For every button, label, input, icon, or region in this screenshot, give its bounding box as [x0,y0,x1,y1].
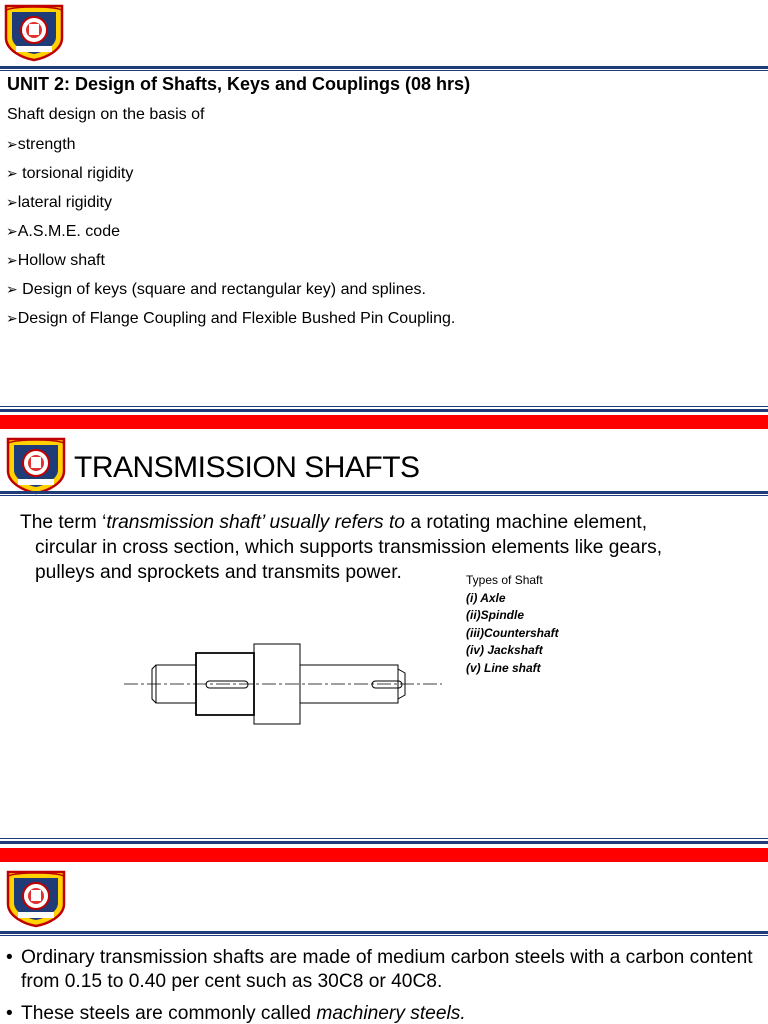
slide-title: TRANSMISSION SHAFTS [74,451,420,484]
arrow-bullet-icon: ➢ [6,282,18,298]
top-divider [0,841,768,844]
list-item: • Ordinary transmission shafts are made of medium carbon steels with a carbon content from 0.15 to 0.40 per cent such as 30C8 or 40C8. [6,947,753,992]
slide-unit-overview [0,0,768,402]
shaft-types-list [466,572,559,677]
list-item: (v) Line shaft [466,660,541,675]
intro-text: Shaft design on the basis of [7,106,205,123]
arrow-bullet-icon: ➢ [6,137,18,153]
title-divider [0,931,768,934]
list-item: (iv) Jackshaft [466,643,543,657]
arrow-bullet-icon: ➢ [6,253,18,269]
shaft-drawing [120,636,450,732]
college-emblem-icon [2,2,66,62]
header-divider-thin [0,70,768,71]
list-item: ➢A.S.M.E. code [6,223,120,240]
list-item: • These steels are commonly called machinery steels. [6,1003,466,1024]
topic-list [6,135,455,338]
list-item: ➢ Design of keys (square and rectangular key) and splines. [6,281,426,298]
material-notes-list [6,946,761,1024]
red-band [0,848,768,862]
arrow-bullet-icon: ➢ [6,195,18,211]
list-item: ➢Design of Flange Coupling and Flexible Bushed Pin Coupling. [6,310,456,327]
slide-shaft-materials [0,836,768,1024]
top-divider-thin [0,406,768,407]
list-item: (iii)Countershaft [466,625,559,640]
arrow-bullet-icon: ➢ [6,166,18,182]
list-item: ➢lateral rigidity [6,194,112,211]
title-divider [0,491,768,494]
slide-transmission-shafts [0,404,768,834]
arrow-bullet-icon: ➢ [6,311,18,327]
top-divider [0,409,768,412]
bullet-dot-icon: • [6,947,13,968]
list-item: ➢Hollow shaft [6,252,105,269]
italic-term: transmission shaft’ usually refers to [106,512,405,533]
list-item: ➢ torsional rigidity [6,165,134,182]
arrow-bullet-icon: ➢ [6,224,18,240]
college-emblem-icon [4,435,68,495]
list-item: (ii)Spindle [466,608,524,622]
definition-paragraph: The term ‘transmission shaft’ usually refers to a rotating machine element, circular in cross section, which supports transmission elements like gears, pulleys and sprockets and transmits power. [20,512,663,583]
list-item: ➢strength [6,136,76,153]
header-divider [0,66,768,69]
list-item: (i) Axle [466,590,506,605]
red-band [0,415,768,429]
college-emblem-icon [4,868,68,928]
bullet-dot-icon: • [6,1003,13,1024]
top-divider-thin [0,838,768,839]
title-divider-thin [0,935,768,936]
unit-heading: UNIT 2: Design of Shafts, Keys and Couplings (08 hrs) [7,74,471,94]
types-heading: Types of Shaft [466,573,543,587]
title-divider-thin [0,495,768,496]
